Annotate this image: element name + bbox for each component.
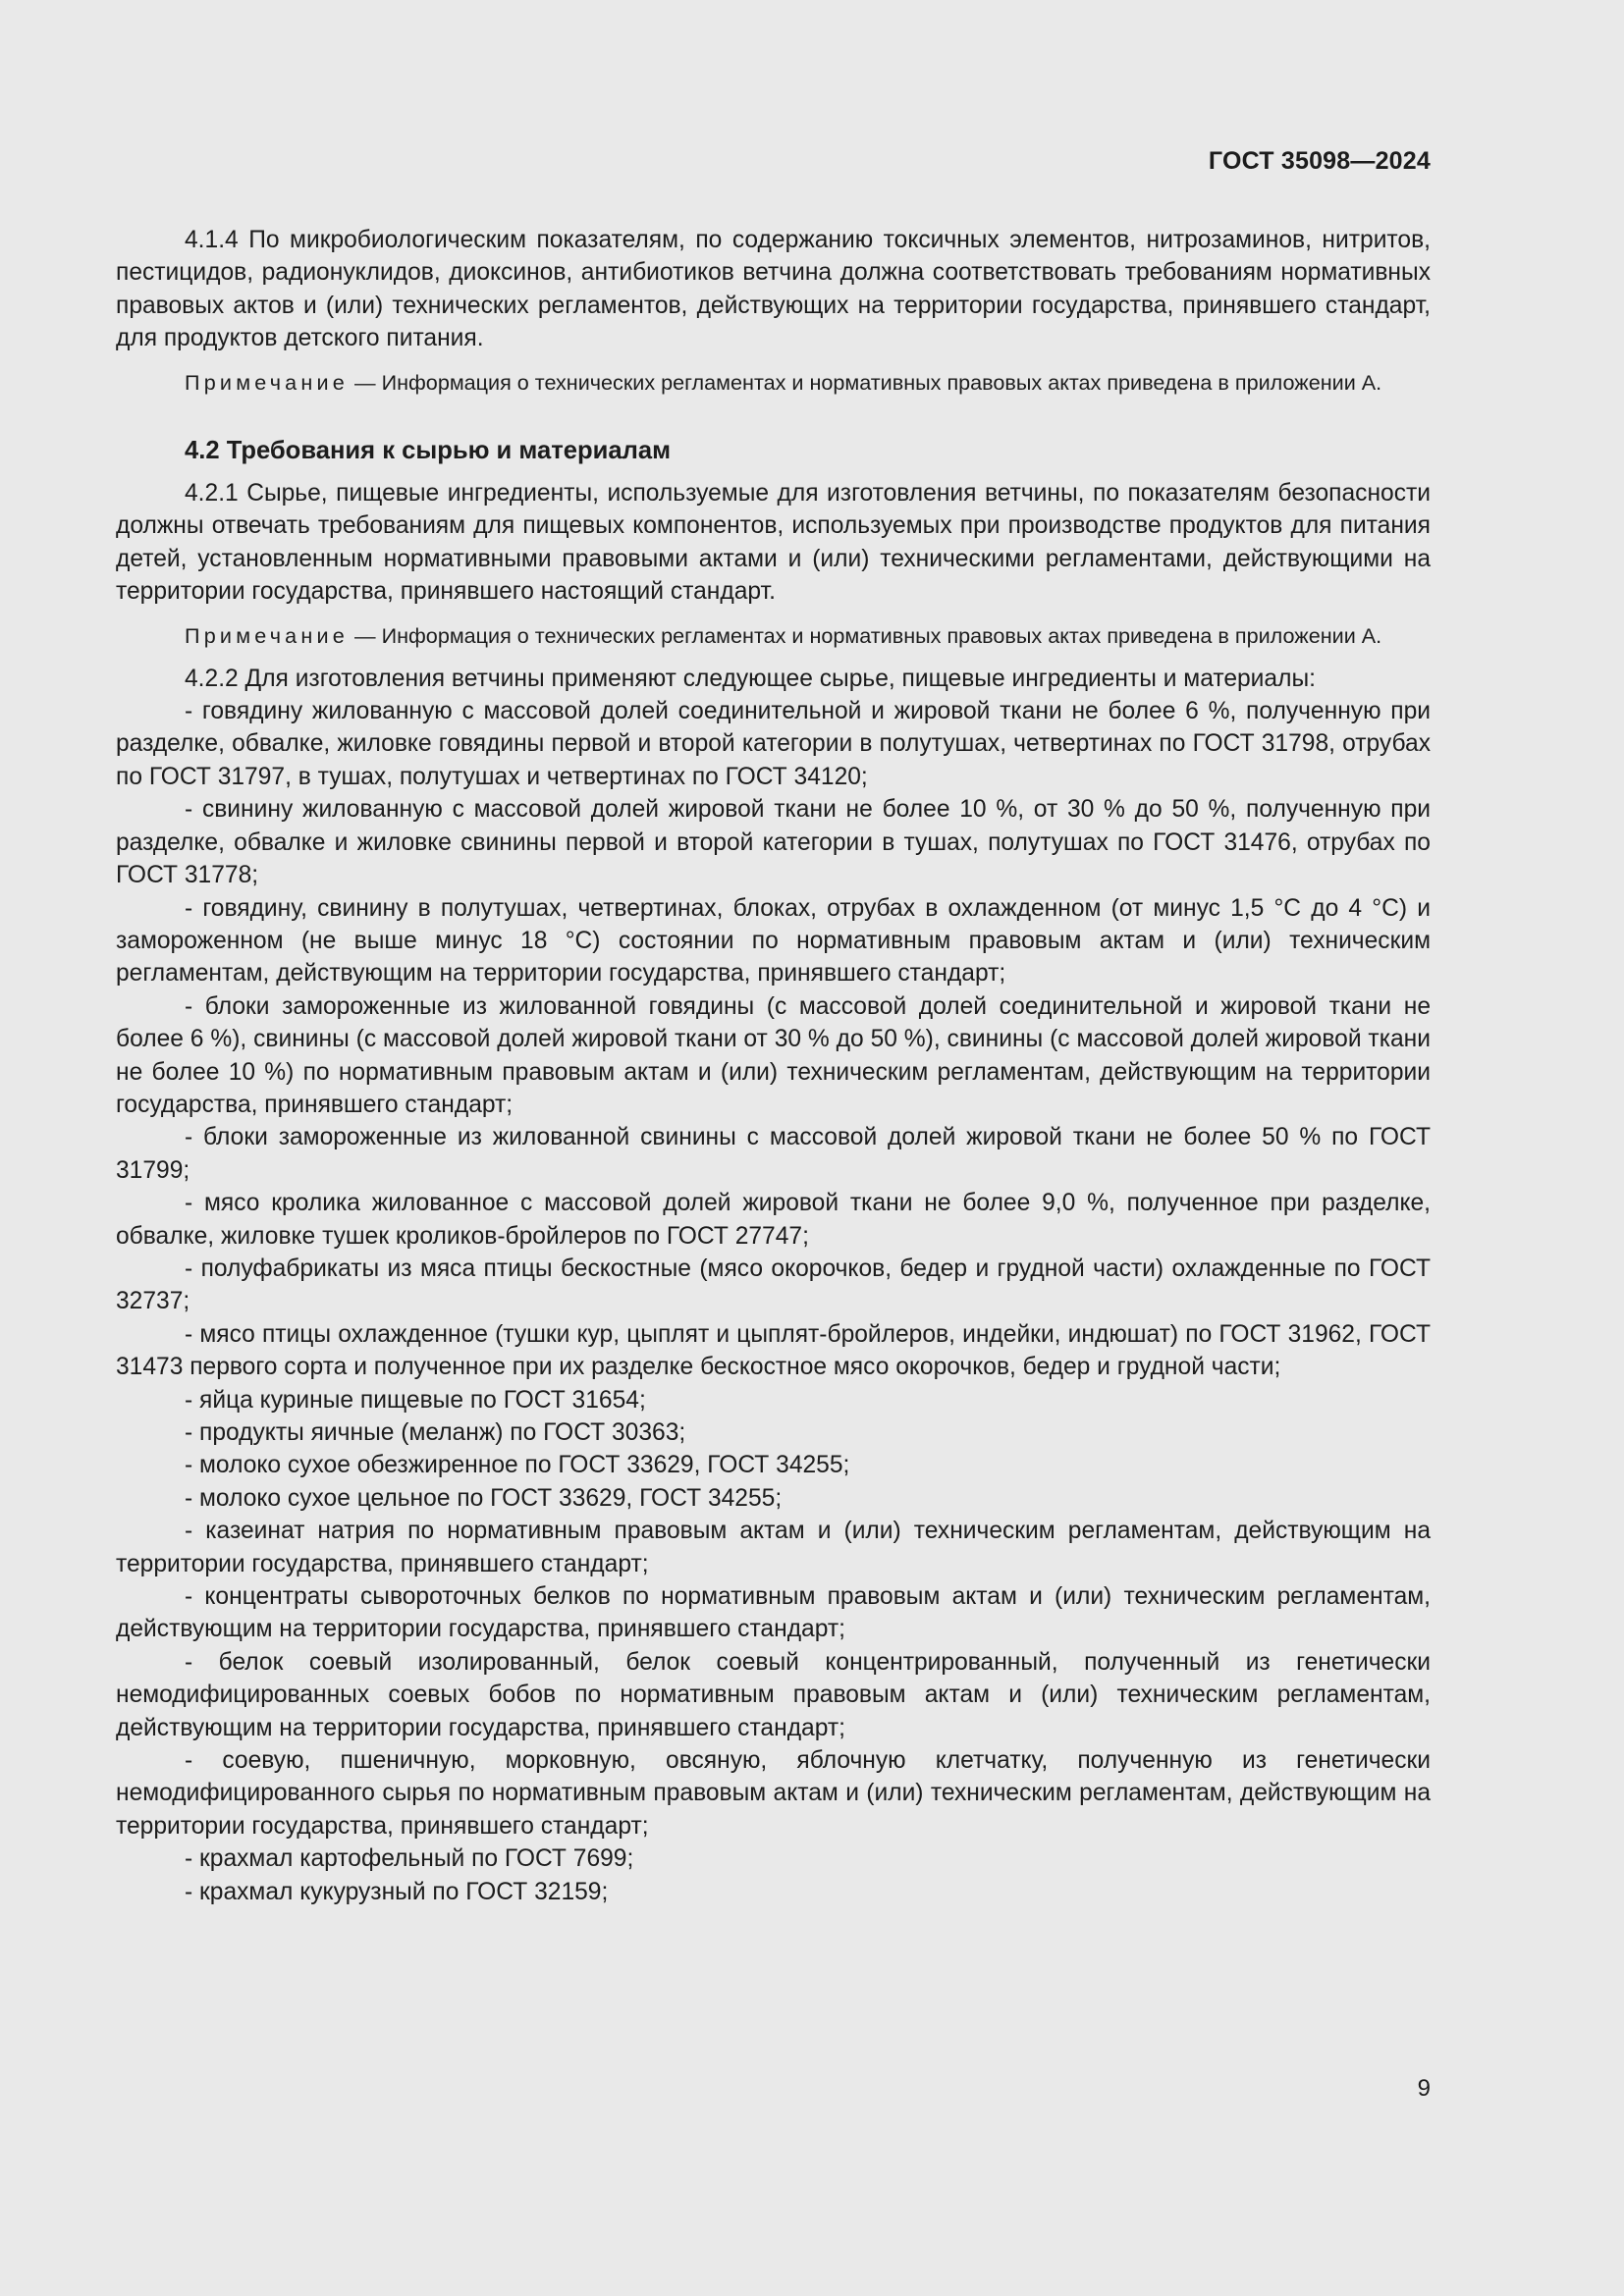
section-title-4-2: 4.2 Требования к сырью и материалам xyxy=(185,436,672,464)
ingredients-list xyxy=(116,695,1431,1908)
list-item: - полуфабрикаты из мяса птицы бескостные (мясо окорочков, бедер и грудной части) охлажденные по ГОСТ 32737; xyxy=(116,1255,1431,1315)
list-item: - блоки замороженные из жилованной говядины (с массовой долей соединительной и жировой ткани не более 6 %), свинины (с массовой долей жировой ткани от 30 % до 50 %), свинины (с массовой долей жировой ткани не более 10 %) по нормативным правовым актам и (или) техническим регламентам, действующим на территории государства, принявшего стандарт; xyxy=(116,992,1431,1118)
document-header: ГОСТ 35098—2024 xyxy=(1208,147,1431,175)
paragraph-4-1-4: 4.1.4 По микробиологическим показателям, по содержанию токсичных элементов, нитрозаминов, нитритов, пестицидов, радионуклидов, диоксинов, антибиотиков ветчина должна соответствовать требованиям нормативных правовых актов и (или) технических регламентов, действующих на территории государства, принявшего стандарт, для продуктов детского питания. xyxy=(116,227,1431,352)
paragraph-4-2-1: 4.2.1 Сырье, пищевые ингредиенты, используемые для изготовления ветчины, по показателям безопасности должны отвечать требованиям для пищевых компонентов, используемых при производстве продуктов для питания детей, установленным нормативными правовыми актами и (или) техническими регламентами, действующими на территории государства, принявшего настоящий стандарт. xyxy=(116,480,1431,606)
list-item: - крахмал картофельный по ГОСТ 7699; xyxy=(185,1845,634,1873)
list-item: - крахмал кукурузный по ГОСТ 32159; xyxy=(185,1878,609,1905)
note-2 xyxy=(116,620,1431,651)
note-label: Примечание xyxy=(185,369,349,395)
list-item: - молоко сухое обезжиренное по ГОСТ 33629, ГОСТ 34255; xyxy=(185,1452,850,1479)
list-item: - молоко сухое цельное по ГОСТ 33629, ГОСТ 34255; xyxy=(185,1484,783,1512)
list-item: - соевую, пшеничную, морковную, овсяную, яблочную клетчатку, полученную из генетически немодифицированного сырья по нормативным правовым актам и (или) техническим регламентам, действующим на территории государства, принявшего стандарт; xyxy=(116,1747,1431,1840)
note-text: — Информация о технических регламентах и нормативных правовых актах приведена в приложении А. xyxy=(349,369,1382,395)
list-item: - говядину жилованную с массовой долей соединительной и жировой ткани не более 6 %, полученную при разделке, обвалке, жиловке говядины первой и второй категории в полутушах, четвертинах по ГОСТ 31798, отрубах по ГОСТ 31797, в тушах, полутушах и четвертинах по ГОСТ 34120; xyxy=(116,698,1431,790)
list-item: - концентраты сывороточных белков по нормативным правовым актам и (или) техническим регламентам, действующим на территории государства, принявшего стандарт; xyxy=(116,1583,1431,1643)
list-item: - мясо птицы охлажденное (тушки кур, цыплят и цыплят-бройлеров, индейки, индюшат) по ГОСТ 31962, ГОСТ 31473 первого сорта и полученное при их разделке бескостное мясо окорочков, бедер и грудной части; xyxy=(116,1320,1431,1381)
note-text: — Информация о технических регламентах и нормативных правовых актах приведена в приложении А. xyxy=(349,622,1382,648)
list-item: - свинину жилованную с массовой долей жировой ткани не более 10 %, от 30 % до 50 %, полученную при разделке, обвалке и жиловке свинины первой и второй категории в тушах, полутушах по ГОСТ 31476, отрубах по ГОСТ 31778; xyxy=(116,796,1431,889)
page-number: 9 xyxy=(1417,2075,1431,2102)
note-1 xyxy=(116,367,1431,398)
list-item: - продукты яичные (меланж) по ГОСТ 30363; xyxy=(185,1419,686,1446)
list-item: - говядину, свинину в полутушах, четвертинах, блоках, отрубах в охлажденном (от минус 1,5 °С до 4 °С) и замороженном (не выше минус 18 °С) состоянии по нормативным правовым актам и (или) техническим регламентам, действующим на территории государства, принявшего стандарт; xyxy=(116,894,1431,988)
note-label: Примечание xyxy=(185,622,349,648)
list-item: - мясо кролика жилованное с массовой долей жировой ткани не более 9,0 %, полученное при разделке, обвалке, жиловке тушек кроликов-бройлеров по ГОСТ 27747; xyxy=(116,1190,1431,1250)
paragraph-4-2-2: 4.2.2 Для изготовления ветчины применяют следующее сырье, пищевые ингредиенты и материалы: xyxy=(185,665,1316,692)
document-body xyxy=(116,224,1431,1908)
list-item: - белок соевый изолированный, белок соевый концентрированный, полученный из генетически немодифицированных соевых бобов по нормативным правовым актам и (или) техническим регламентам, действующим на территории государства, принявшего стандарт; xyxy=(116,1648,1431,1741)
list-item: - яйца куриные пищевые по ГОСТ 31654; xyxy=(185,1386,646,1414)
list-item: - блоки замороженные из жилованной свинины с массовой долей жировой ткани не более 50 % по ГОСТ 31799; xyxy=(116,1124,1431,1184)
list-item: - казеинат натрия по нормативным правовым актам и (или) техническим регламентам, действующим на территории государства, принявшего стандарт; xyxy=(116,1518,1431,1577)
